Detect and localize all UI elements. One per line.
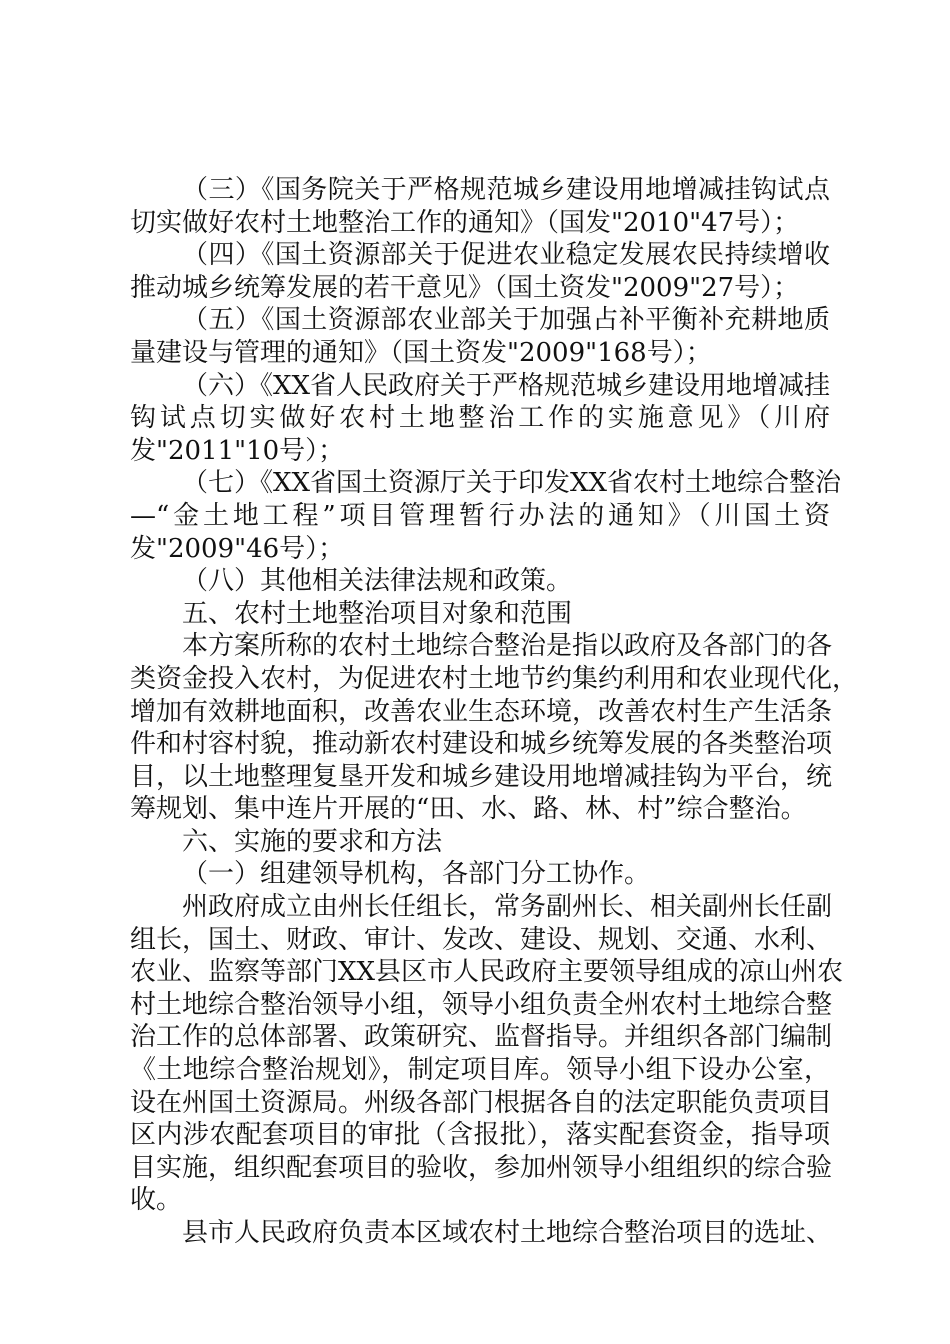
text-line: 增加有效耕地面积，改善农业生态环境，改善农村生产生活条 bbox=[130, 696, 833, 727]
text-line: 本方案所称的农村土地综合整治是指以政府及各部门的各 bbox=[182, 631, 833, 662]
text-line: 五、农村土地整治项目对象和范围 bbox=[182, 598, 573, 629]
text-line: 切实做好农村土地整治工作的通知》（国发"2010"47号）； bbox=[130, 207, 800, 238]
text-line: 治工作的总体部署、政策研究、监督指导。并组织各部门编制 bbox=[130, 1022, 833, 1053]
text-line: （六）《XX省人民政府关于严格规范城乡建设用地增减挂 bbox=[182, 370, 831, 401]
text-line: 六、实施的要求和方法 bbox=[182, 826, 443, 857]
text-line: 村土地综合整治领导小组，领导小组负责全州农村土地综合整 bbox=[130, 989, 833, 1020]
body-text bbox=[130, 174, 859, 1250]
text-line: 筹规划、集中连片开展的“田、水、路、林、村”综合整治。 bbox=[130, 794, 807, 825]
text-line: 件和村容村貌，推动新农村建设和城乡统筹发展的各类整治项 bbox=[130, 729, 833, 760]
text-line: 钩试点切实做好农村土地整治工作的实施意见》（川府 bbox=[130, 403, 830, 434]
text-line: （一）组建领导机构，各部门分工协作。 bbox=[182, 859, 651, 890]
text-line: 组长，国土、财政、审计、发改、建设、规划、交通、水利、 bbox=[130, 924, 833, 955]
text-line: 区内涉农配套项目的审批（含报批），落实配套资金，指导项 bbox=[130, 1120, 830, 1151]
text-line: 收。 bbox=[130, 1185, 183, 1216]
text-line: （四）《国土资源部关于促进农业稳定发展农民持续增收 bbox=[182, 240, 830, 271]
text-line: —“金土地工程”项目管理暂行办法的通知》（川国土资 bbox=[130, 500, 830, 531]
text-line: 农业、监察等部门XX县区市人民政府主要领导组成的凉山州农 bbox=[130, 957, 844, 988]
text-line: 量建设与管理的通知》（国土资发"2009"168号）； bbox=[130, 337, 712, 368]
text-line: 目，以土地整理复垦开发和城乡建设用地增减挂钩为平台，统 bbox=[130, 761, 833, 792]
text-line: 发"2011"10号）； bbox=[130, 435, 345, 466]
text-line: 县市人民政府负责本区域农村土地综合整治项目的选址、 bbox=[182, 1218, 833, 1248]
text-line: 目实施，组织配套项目的验收，参加州领导小组组织的综合验 bbox=[130, 1152, 833, 1183]
text-line: 《土地综合整治规划》，制定项目库。领导小组下设办公室， bbox=[130, 1055, 830, 1086]
text-line: （八）其他相关法律法规和政策。 bbox=[182, 566, 573, 597]
text-line: 发"2009"46号）； bbox=[130, 533, 345, 564]
text-line: 类资金投入农村，为促进农村土地节约集约利用和农业现代化， bbox=[130, 663, 859, 694]
text-line: （三）《国务院关于严格规范城乡建设用地增减挂钩试点 bbox=[182, 175, 830, 205]
text-line: （七）《XX省国土资源厅关于印发XX省农村土地综合整治 bbox=[182, 468, 842, 499]
text-line: （五）《国土资源部农业部关于加强占补平衡补充耕地质 bbox=[182, 305, 830, 336]
text-line: 设在州国土资源局。州级各部门根据各自的法定职能负责项目 bbox=[130, 1087, 833, 1118]
text-line: 州政府成立由州长任组长，常务副州长、相关副州长任副 bbox=[182, 892, 833, 923]
text-line: 推动城乡统筹发展的若干意见》（国土资发"2009"27号）； bbox=[130, 272, 800, 303]
